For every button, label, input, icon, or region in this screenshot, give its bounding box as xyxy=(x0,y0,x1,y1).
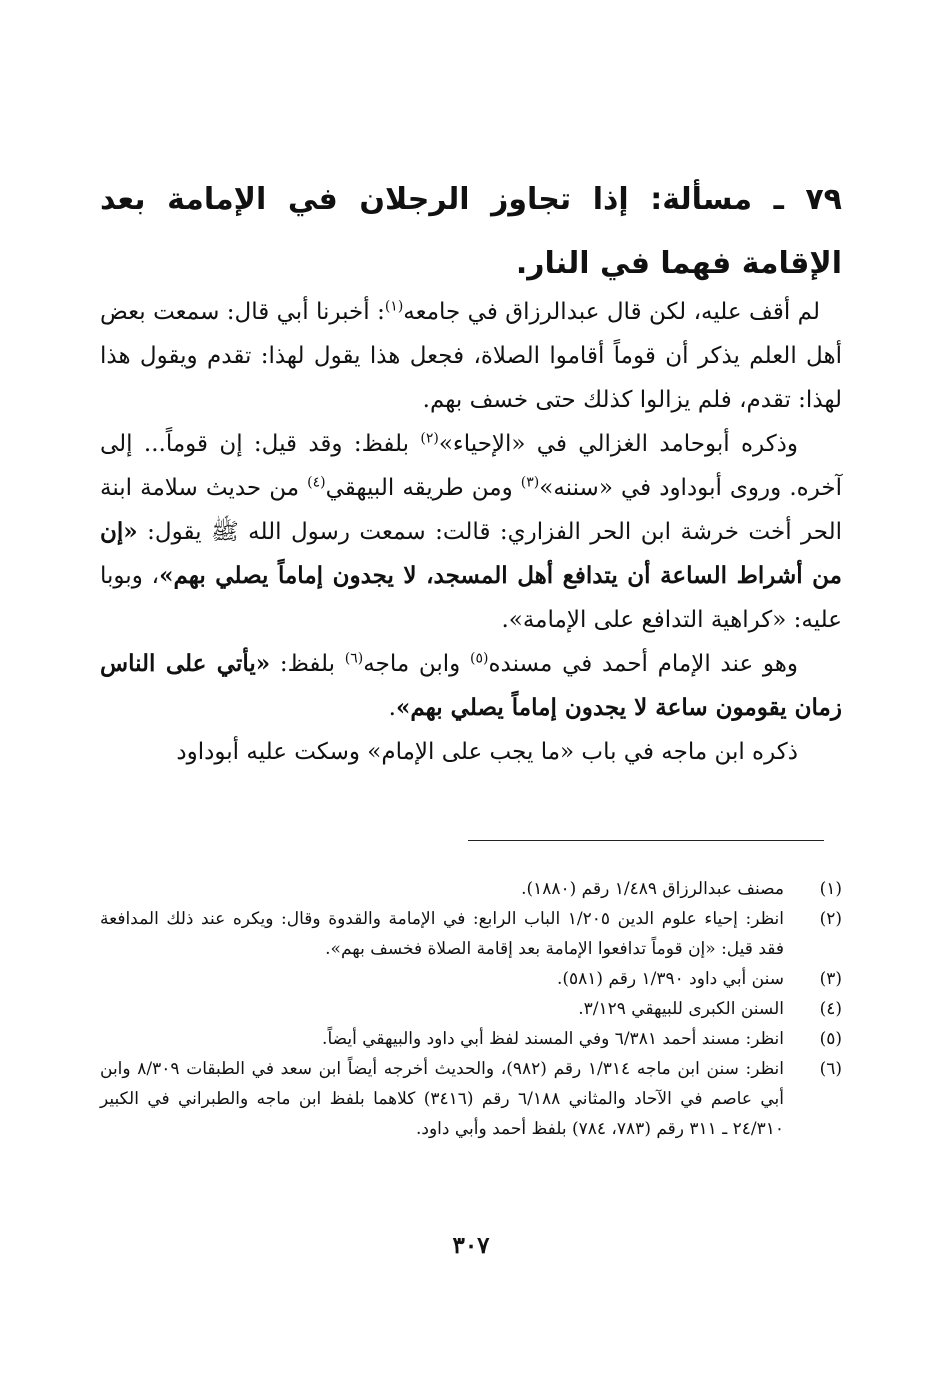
footnote-number: (١) xyxy=(819,879,842,899)
page-number: ٣٠٧ xyxy=(452,1232,490,1259)
text-run: لم أقف عليه، لكن قال عبدالرزاق في جامعه xyxy=(403,299,820,325)
footnote-ref-1: (١) xyxy=(384,298,404,315)
hadith-quote: «إن من أشراط الساعة أن يتدافع أهل المسجد، لا يجدون إماماً يصلي بهم» xyxy=(100,518,842,589)
footnote-4 xyxy=(100,994,842,1024)
hadith-quote: «يأتي على الناس زمان يقومون ساعة لا يجدون إماماً يصلي بهم» xyxy=(100,650,842,721)
footnote-number: (٦) xyxy=(819,1059,842,1079)
footnote-ref-3: (٣) xyxy=(520,474,540,491)
footnote-text: سنن أبي داود ١/٣٩٠ رقم (٥٨١). xyxy=(556,969,784,989)
footnote-ref-5: (٥) xyxy=(469,650,489,667)
text-run: من حديث سلامة ابنة الحر أخت خرشة ابن الحر الفزاري: قالت: سمعت رسول الله ﷺ يقول: xyxy=(100,475,842,545)
footnote-text: مصنف عبدالرزاق ١/٤٨٩ رقم (١٨٨٠). xyxy=(521,879,784,899)
paragraph-2 xyxy=(100,422,842,642)
footnotes xyxy=(100,874,842,1144)
footnote-number: (٤) xyxy=(819,999,842,1019)
footnote-text: انظر: مسند أحمد ٦/٣٨١ وفي المسند لفظ أبي داود والبيهقي أيضاً. xyxy=(322,1029,784,1049)
main-text xyxy=(100,290,842,774)
text-run: : أخبرنا أبي قال: سمعت بعض أهل العلم يذكر أن قوماً أقاموا الصلاة، فجعل هذا يقول لهذا: تقدم ويقول هذا لهذا: تقدم، فلم يزالوا كذلك حتى خسف بهم. xyxy=(100,299,842,413)
footnote-number: (٣) xyxy=(819,969,842,989)
footnote-ref-6: (٦) xyxy=(344,650,364,667)
text-run: بلفظ: xyxy=(270,651,345,677)
footnote-text: انظر: إحياء علوم الدين ١/٢٠٥ الباب الرابع: في الإمامة والقدوة وقال: ويكره عند ذلك المدافعة فقد قيل: «إن قوماً تدافعوا الإمامة بعد إقامة الصلاة فخسف بهم». xyxy=(100,909,784,959)
footnote-number: (٢) xyxy=(819,909,842,929)
text-run: وابن ماجه xyxy=(363,651,470,677)
footnote-1 xyxy=(100,874,842,904)
text-run: ، وبوبا عليه: «كراهية التدافع على الإمامة». xyxy=(100,563,842,633)
footnote-ref-4: (٤) xyxy=(307,474,326,491)
footnote-divider xyxy=(468,840,824,841)
text-run: وهو عند الإمام أحمد في مسنده xyxy=(488,651,799,677)
text-run: بلفظ: وقد قيل: إن قوماً... إلى آخره. وروى أبوداود في «سننه» xyxy=(100,431,842,501)
text-run: وذكره أبوحامد الغزالي في «الإحياء» xyxy=(438,431,798,457)
paragraph-4: ذكره ابن ماجه في باب «ما يجب على الإمام» وسكت عليه أبوداود xyxy=(176,739,798,765)
footnote-6 xyxy=(100,1054,842,1144)
footnote-2 xyxy=(100,904,842,964)
footnote-5 xyxy=(100,1024,842,1054)
text-run: . xyxy=(388,695,396,721)
text-run: ومن طريقه البيهقي xyxy=(325,475,521,501)
paragraph-3 xyxy=(100,642,842,730)
footnote-number: (٥) xyxy=(819,1029,842,1049)
paragraph-1 xyxy=(100,290,842,422)
footnote-ref-2: (٢) xyxy=(420,430,439,447)
footnote-text: انظر: سنن ابن ماجه ١/٣١٤ رقم (٩٨٢)، والحديث أخرجه أيضاً ابن سعد في الطبقات ٨/٣٠٩ وابن أبي عاصم في الآحاد والمثاني ٦/١٨٨ رقم (٣٤١٦) كلاهما بلفظ ابن ماجه والطبراني في الكبير ٢٤/٣١٠ ـ ٣١١ رقم (٧٨٣، ٧٨٤) بلفظ أحمد وأبي داود. xyxy=(100,1059,784,1139)
footnote-3 xyxy=(100,964,842,994)
section-heading: ٧٩ ـ مسألة: إذا تجاوز الرجلان في الإمامة بعد الإقامة فهما في النار. xyxy=(100,182,842,281)
footnote-text: السنن الكبرى للبيهقي ٣/١٢٩. xyxy=(578,999,784,1019)
